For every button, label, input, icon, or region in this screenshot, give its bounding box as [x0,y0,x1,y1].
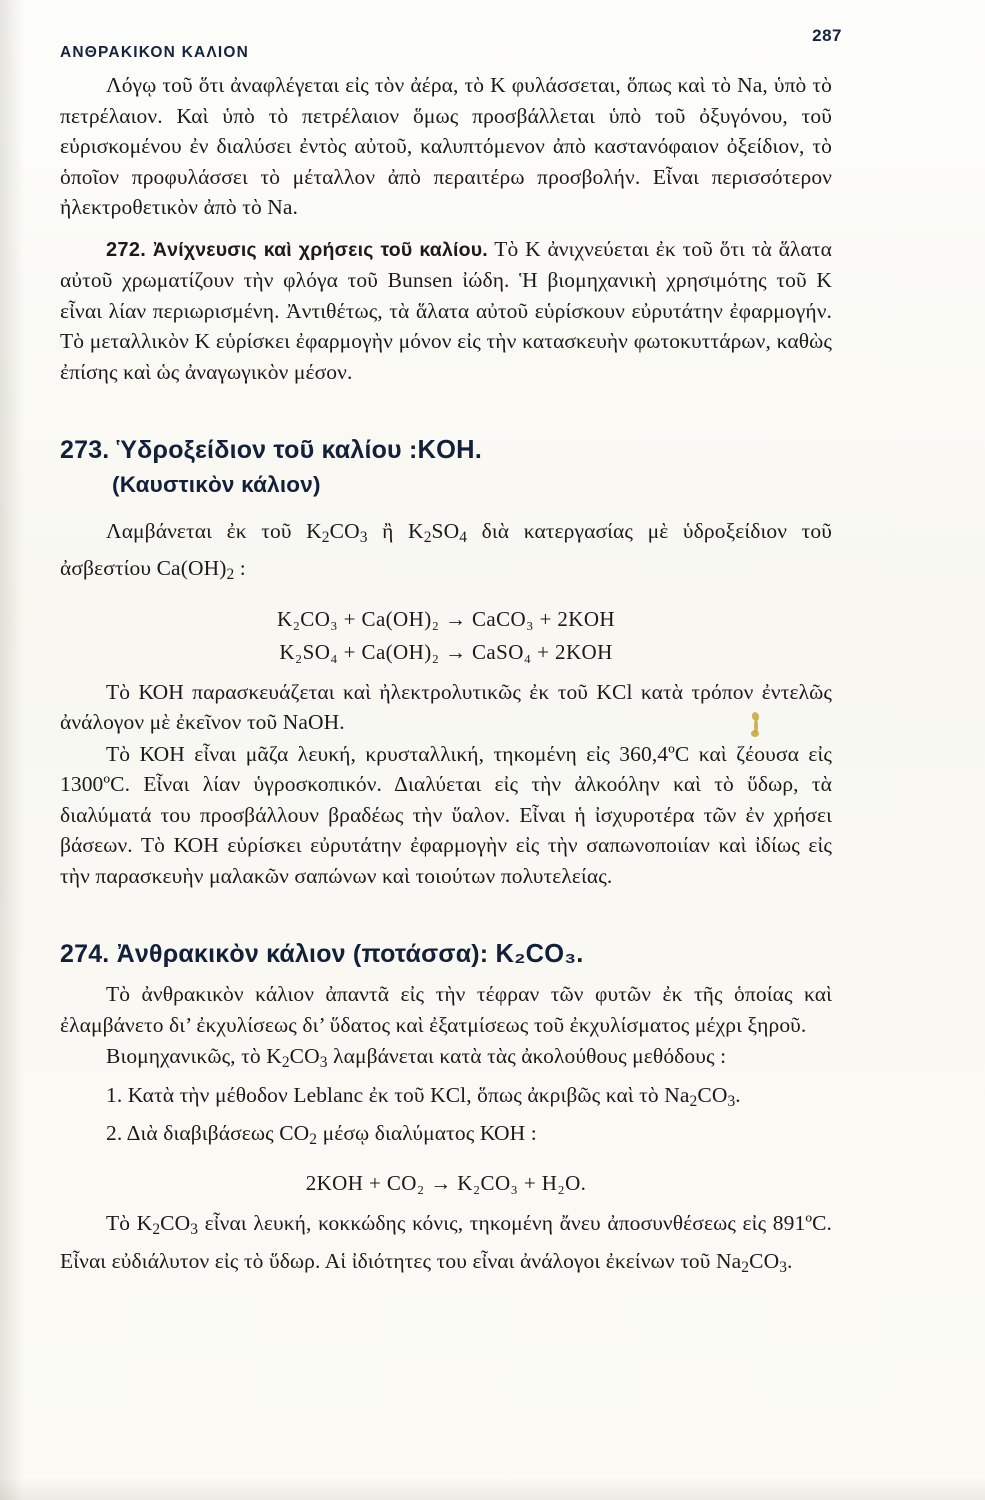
equation-2: K₂SO₄ + Ca(OH)₂ → CaSO₄ + 2KOH [279,639,613,664]
subscript-2: 2 [152,1221,161,1239]
paragraph-274-4 [60,1118,832,1155]
paragraph-274-5-b: CO [160,1211,191,1236]
paragraph-273-1-f: : [234,556,246,581]
section-273-number: 273. [60,436,110,464]
section-272-number: 272. [106,238,147,261]
equation-3: 2KOH + CO₂ → K₂CO₃ + H₂O. [305,1171,587,1196]
paragraph-273-3: Τὸ ΚΟΗ εἶναι μᾶζα λευκή, κρυσταλλική, τηκομένη εἰς 360,4ºC καὶ ζέουσα εἰς 1300ºC. Εἶναι λίαν ὑγροσκοπικόν. Διαλύεται εἰς τὴν ἀλκοόλην καὶ τὸ ὕδωρ, τὰ διαλύματά του προσβάλλουν βραδέως τὴν ὕαλον. Εἶναι ἡ ἰσχυροτέρα τῶν ἐν χρήσει βάσεων. Τὸ ΚΟΗ εὑρίσκει εὐρυτάτην ἐφαρμογὴν εἰς τὴν σαπωνοποιίαν καὶ ἰδίως εἰς τὴν παρασκευὴν μαλακῶν σαπώνων καὶ τοιούτων πολυτελείας. [60,741,832,888]
paragraph-273-1-c: ἢ K [367,519,424,543]
spacer [60,969,832,979]
subscript-2: 2 [226,566,235,584]
equation-block-273 [60,603,832,669]
paragraph-274-3 [60,1080,832,1117]
subscript-3: 3 [319,1054,328,1072]
spacer [60,498,832,516]
paragraph-274-4-b: μέσῳ διαλύματος ΚΟΗ : [317,1120,537,1145]
spacer [60,892,832,914]
paragraph-274-3-a: 1. Κατὰ τὴν μέθοδον Leblanc ἐκ τοῦ KCl, ὅπως ἀκριβῶς καὶ τὸ Na [106,1082,690,1107]
subscript-4: 4 [459,528,468,546]
paragraph-274-2-a: Βιομηχανικῶς, τὸ K [106,1044,282,1069]
section-272-paragraph [60,234,832,388]
section-274-title: Ἀνθρακικὸν κάλιον (ποτάσσα): [116,940,489,969]
section-274-number: 274. [60,940,110,969]
paragraph-274-5-a: Τὸ K [106,1211,153,1236]
subscript-3: 3 [727,1092,736,1110]
paragraph-274-2-b: CO [289,1044,320,1069]
section-273-title: Ὑδροξείδιον τοῦ καλίου : [116,436,418,464]
subscript-2: 2 [741,1258,750,1276]
section-272-text: Τὸ Κ ἀνιχνεύεται ἐκ τοῦ ὅτι τὰ ἅλατα αὐτοῦ χρωματίζουν τὴν φλόγα τοῦ Bunsen ἰώδη. Ἡ βιομηχανικὴ χρησιμότης τοῦ Κ εἶναι λίαν περιωρισμένη. Ἀντιθέτως, τὰ ἅλατα αὐτοῦ εὑρίσκουν εὐρυτάτην ἐφαρμογήν. Τὸ μεταλλικὸν Κ εὑρίσκει ἐφαρμογὴν μόνον εἰς τὴν κατασκευὴν φωτοκυττάρων, καθὼς ἐπίσης καὶ ὡς ἀναγωγικὸν μέσον. [60,236,833,384]
subscript-3: 3 [359,528,368,546]
spacer [60,224,832,234]
page-bottom-shadow [0,1478,985,1500]
page-edge-shadow [0,0,24,1500]
paragraph-273-1-e: διὰ κατεργασίας μὲ ὑδροξείδιον τοῦ ἀσβεστίου Ca(OH) [60,519,832,581]
paragraph-274-5-c: εἶναι λευκή, κοκκώδης κόνις, τηκομένη ἄνευ ἀποσυνθέσεως εἰς 891ºC. Εἶναι εὐδιάλυτον εἰς τὸ ὕδωρ. Αἱ ἰδιότητες του εἶναι ἀνάλογοι ἐκείνων τοῦ Na [60,1211,833,1273]
paragraph-273-1-a: Λαμβάνεται ἐκ τοῦ K [106,519,322,543]
subscript-2: 2 [689,1092,698,1110]
paragraph-273-1-d: SO [431,519,460,543]
subscript-2: 2 [281,1054,290,1072]
paragraph-274-3-c: . [735,1082,741,1107]
section-274-heading [60,940,832,969]
subscript-2: 2 [321,528,330,546]
paragraph-273-2: Τὸ ΚΟΗ παρασκευάζεται καὶ ἠλεκτρολυτικῶς ἐκ τοῦ KCl κατὰ τρόπον ἐντελῶς ἀνάλογον μὲ ἐκεῖνον τοῦ NaOH. [60,679,832,735]
page-number: 287 [812,26,842,45]
section-273-formula: KOH. [417,436,483,464]
subscript-2: 2 [423,528,432,546]
paragraph-274-5 [60,1208,832,1283]
page-content [60,26,842,1284]
paragraph-274-1: Τὸ ἀνθρακικὸν κάλιον ἀπαντᾶ εἰς τὴν τέφραν τῶν φυτῶν ἐκ τῆς ὁποίας καὶ ἐλαμβάνετο δι’ ἐκχυλίσεως δι’ ὕδατος καὶ ἐξατμίσεως τοῦ ἐκχυλίσματος μέχρι ξηροῦ. [60,982,832,1037]
paragraph-intro: Λόγῳ τοῦ ὅτι ἀναφλέγεται εἰς τὸν ἀέρα, τὸ Κ φυλάσσεται, ὅπως καὶ τὸ Na, ὑπὸ τὸ πετρέλαιον. Καὶ ὑπὸ τὸ πετρέλαιον ὅμως προσβάλλεται ὑπὸ τοῦ ὀξυγόνου, τοῦ εὑρισκομένου ἐν διαλύσει ἐντὸς αὐτοῦ, καλυπτόμενον ἀπὸ καστανόφαιον ὀξείδιον, τὸ ὁποῖον προφυλάσσει τὸ μέταλλον ἀπὸ περαιτέρω προσβολήν. Εἶναι περισσότερον ἠλεκτροθετικὸν ἀπὸ τὸ Na. [60,73,832,219]
paragraph-273-1-b: CO [329,519,360,543]
page-header [60,26,842,70]
section-274-formula: K₂CO₃. [495,940,584,969]
equation-block-274 [60,1167,832,1200]
running-head: ΑΝΘΡΑΚΙΚΟΝ ΚΑΛΙΟΝ [60,44,250,61]
paragraph-274-5-e: . [787,1248,793,1273]
section-273-heading [60,436,832,465]
paragraph-274-2 [60,1041,832,1078]
equation-1: K₂CO₃ + Ca(OH)₂ → CaCO₃ + 2KOH [277,606,615,631]
paragraph-273-1 [60,516,832,591]
spacer [60,388,832,410]
paragraph-274-3-b: CO [697,1082,728,1107]
section-272-title: Ἀνίχνευσις καὶ χρήσεις τοῦ καλίου. [152,238,488,261]
subscript-3: 3 [779,1258,788,1276]
section-273-subtitle: (Καυστικὸν κάλιον) [112,472,321,497]
paragraph-274-4-a: 2. Διὰ διαβιβάσεως CO [106,1120,310,1145]
paragraph-274-5-d: CO [749,1248,780,1273]
paragraph-274-2-c: λαμβάνεται κατὰ τὰς ἀκολούθους μεθόδους : [327,1044,727,1069]
subscript-3: 3 [190,1221,199,1239]
subscript-2: 2 [309,1130,318,1148]
